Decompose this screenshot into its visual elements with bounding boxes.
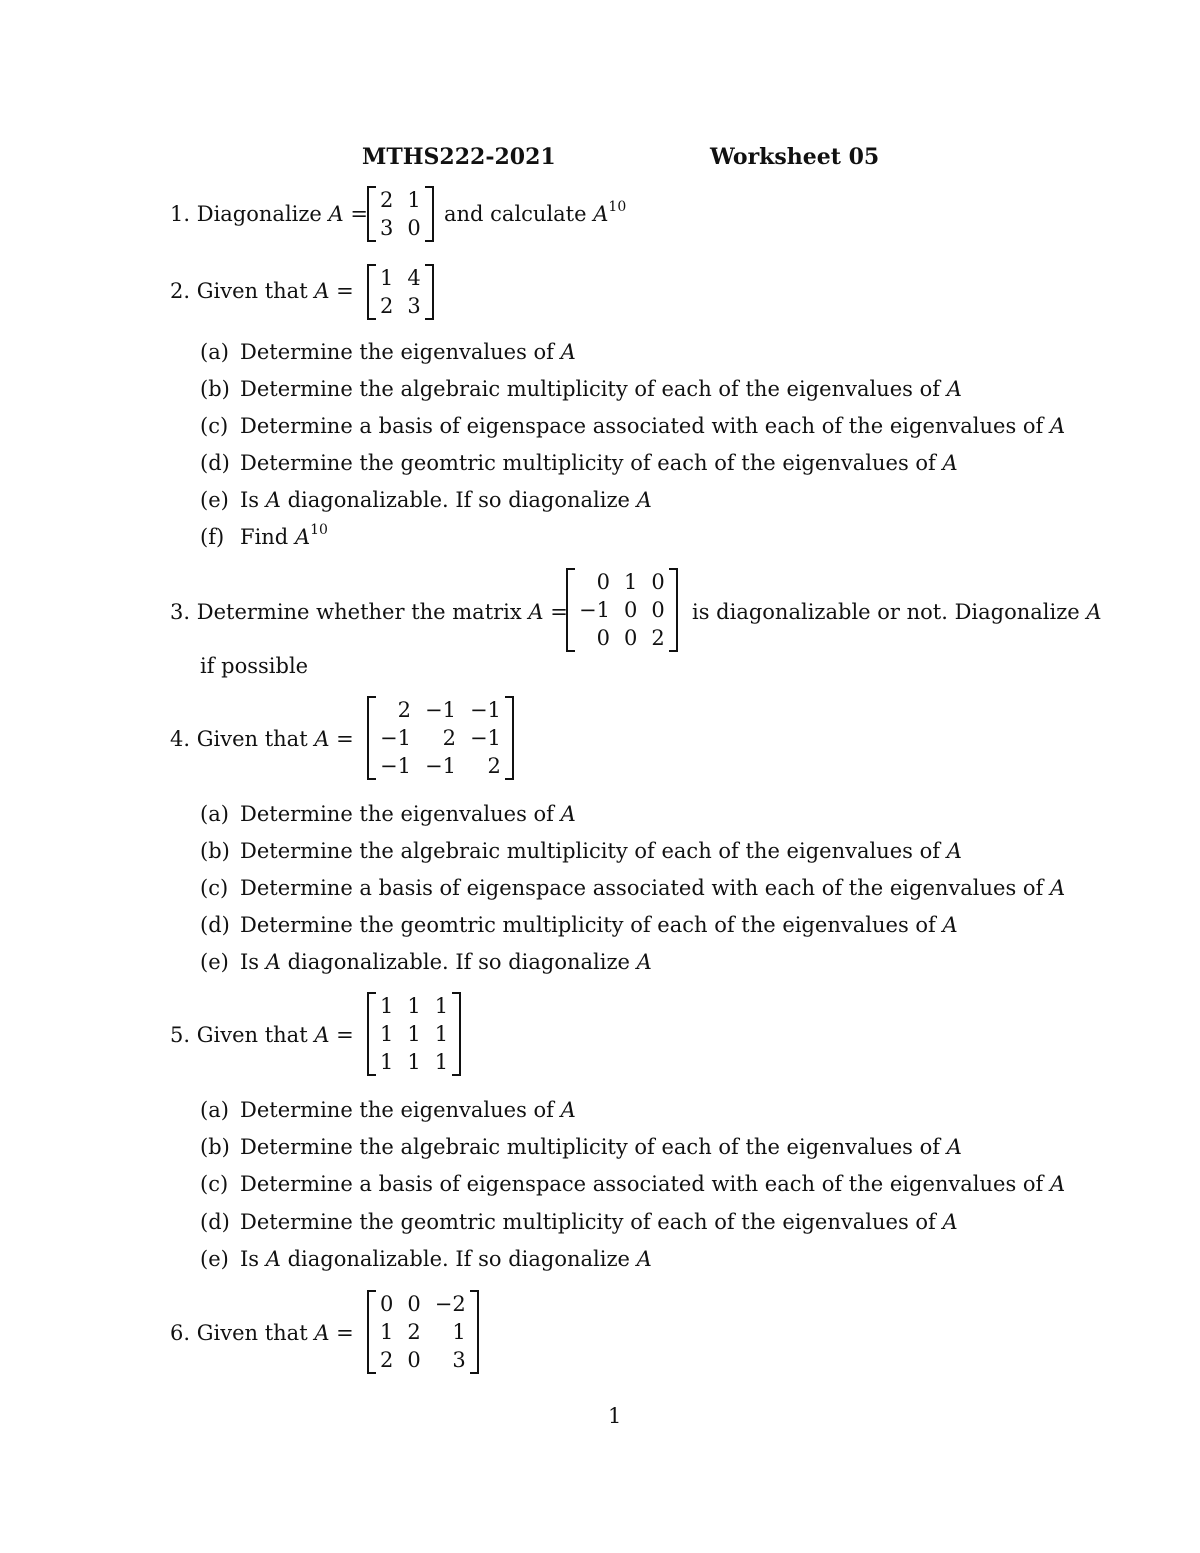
matrix-cell: 2 (380, 188, 394, 212)
question-text: is diagonalizable or not. Diagonalize (692, 600, 1087, 624)
part-label: (a) (200, 802, 229, 826)
matrix-cell: −1 (579, 598, 610, 622)
question-text: Given that (196, 1321, 315, 1345)
part-text: Determine the algebraic multiplicity of each of the eigenvalues of (240, 839, 947, 863)
matrix-q5 (367, 992, 461, 1076)
part-text: diagonalizable. If so diagonalize (280, 488, 637, 512)
part-label: (c) (200, 1172, 229, 1196)
matrix-cell: 2 (651, 626, 665, 650)
q2-part-f (200, 522, 328, 549)
equals-sign: = (343, 202, 368, 226)
matrix-q6 (367, 1290, 479, 1374)
part-text: Is (240, 950, 266, 974)
matrix-cell: 1 (623, 570, 638, 594)
matrix-cell: 2 (442, 726, 456, 750)
question-text: and calculate (444, 202, 594, 226)
question-6 (170, 1321, 354, 1345)
matrix-cell: −1 (380, 726, 411, 750)
matrix-variable: A (265, 488, 281, 512)
part-text: Determine a basis of eigenspace associated with each of the eigenvalues of (240, 414, 1050, 438)
question-number: 6. (170, 1321, 191, 1345)
matrix-cell: −1 (469, 726, 501, 750)
matrix-variable: A (560, 1098, 576, 1122)
part-label: (a) (200, 340, 229, 364)
equals-sign: = (329, 279, 354, 303)
q2-part-a (200, 340, 576, 364)
matrix-variable: A (265, 950, 281, 974)
matrix-cell: 0 (596, 570, 610, 594)
part-label: (e) (200, 1247, 229, 1271)
part-text: Determine the geomtric multiplicity of each of the eigenvalues of (240, 1210, 943, 1234)
matrix-variable: A (1050, 876, 1066, 900)
matrix-variable: A (636, 488, 652, 512)
matrix-cell: 2 (397, 698, 411, 722)
matrix-cell: −1 (424, 698, 456, 722)
worksheet-title: Worksheet 05 (710, 144, 880, 170)
part-label: (d) (200, 913, 230, 937)
matrix-variable: A (636, 950, 652, 974)
matrix-cell: 3 (452, 1348, 466, 1372)
part-text: Find (240, 525, 295, 549)
matrix-variable: A (560, 340, 576, 364)
q5-part-d (200, 1210, 958, 1234)
matrix-cell: 0 (623, 598, 638, 622)
q5-part-e (200, 1247, 652, 1271)
question-number: 1. (170, 202, 191, 226)
matrix-variable: A (946, 839, 962, 863)
matrix-variable: A (328, 202, 344, 226)
question-2 (170, 279, 354, 303)
part-label: (b) (200, 1135, 230, 1159)
q4-part-c (200, 876, 1065, 900)
part-text: Determine a basis of eigenspace associated with each of the eigenvalues of (240, 1172, 1050, 1196)
matrix-cell: 1 (407, 1050, 421, 1074)
matrix-cell: −1 (469, 698, 501, 722)
part-label: (b) (200, 839, 230, 863)
matrix-variable: A (314, 1321, 330, 1345)
question-number: 4. (170, 727, 191, 751)
part-text: diagonalizable. If so diagonalize (280, 950, 637, 974)
matrix-variable: A (946, 377, 962, 401)
matrix-cell: 1 (434, 994, 449, 1018)
q4-part-b (200, 839, 962, 863)
question-number: 3. (170, 600, 191, 624)
exponent: 10 (310, 522, 328, 538)
matrix-cell: 1 (407, 994, 421, 1018)
matrix-cell: 0 (407, 216, 421, 240)
matrix-cell: 0 (651, 570, 665, 594)
matrix-variable: A (314, 1023, 330, 1047)
part-label: (c) (200, 414, 229, 438)
q5-part-a (200, 1098, 576, 1122)
part-label: (a) (200, 1098, 229, 1122)
matrix-q3 (566, 568, 678, 652)
q2-part-d (200, 451, 958, 475)
equals-sign: = (329, 1321, 354, 1345)
matrix-variable: A (528, 600, 544, 624)
question-4 (170, 727, 354, 751)
matrix-cell: 1 (434, 1022, 449, 1046)
matrix-q4 (367, 696, 514, 780)
part-text: diagonalizable. If so diagonalize (280, 1247, 637, 1271)
part-label: (e) (200, 950, 229, 974)
part-label: (d) (200, 1210, 230, 1234)
matrix-cell: −1 (424, 754, 456, 778)
matrix-variable: A (265, 1247, 281, 1271)
part-text: Determine the geomtric multiplicity of each of the eigenvalues of (240, 451, 943, 475)
matrix-cell: 0 (596, 626, 610, 650)
page-number: 1 (608, 1404, 622, 1428)
matrix-cell: 0 (380, 1292, 394, 1316)
part-label: (c) (200, 876, 229, 900)
matrix-cell: 2 (487, 754, 501, 778)
part-label: (e) (200, 488, 229, 512)
matrix-variable: A (1050, 1172, 1066, 1196)
matrix-cell: 1 (380, 1320, 394, 1344)
matrix-cell: −2 (434, 1292, 466, 1316)
question-5 (170, 1023, 354, 1047)
matrix-variable: A (636, 1247, 652, 1271)
matrix-cell: 1 (452, 1320, 466, 1344)
question-text: Given that (196, 1023, 315, 1047)
q4-part-d (200, 913, 958, 937)
matrix-cell: −1 (380, 754, 411, 778)
part-text: Is (240, 1247, 266, 1271)
course-title: MTHS222-2021 (362, 144, 556, 170)
question-1 (170, 202, 368, 226)
matrix-cell: 0 (407, 1348, 421, 1372)
part-text: Determine the algebraic multiplicity of each of the eigenvalues of (240, 1135, 947, 1159)
matrix-cell: 1 (380, 1050, 394, 1074)
q5-part-c (200, 1172, 1065, 1196)
q2-part-b (200, 377, 962, 401)
part-text: Determine the eigenvalues of (240, 1098, 561, 1122)
matrix-cell: 1 (380, 994, 394, 1018)
question-text: Determine whether the matrix (196, 600, 529, 624)
exponent: 10 (608, 199, 627, 215)
matrix-q2 (367, 264, 434, 320)
matrix-cell: 1 (380, 1022, 394, 1046)
part-text: Determine the eigenvalues of (240, 340, 561, 364)
question-3-tail (692, 600, 1102, 624)
matrix-variable: A (946, 1135, 962, 1159)
part-text: Determine the eigenvalues of (240, 802, 561, 826)
matrix-cell: 1 (407, 188, 421, 212)
part-text: Determine a basis of eigenspace associated with each of the eigenvalues of (240, 876, 1050, 900)
q2-part-e (200, 488, 652, 512)
matrix-cell: 3 (380, 216, 394, 240)
q4-part-a (200, 802, 576, 826)
matrix-cell: 2 (407, 1320, 421, 1344)
matrix-cell: 1 (380, 266, 394, 290)
part-label: (f) (200, 525, 225, 549)
matrix-variable: A (314, 279, 330, 303)
matrix-cell: 2 (380, 1348, 394, 1372)
matrix-variable: A (942, 1210, 958, 1234)
question-number: 2. (170, 279, 191, 303)
matrix-cell: 0 (651, 598, 665, 622)
part-text: Determine the algebraic multiplicity of each of the eigenvalues of (240, 377, 947, 401)
matrix-variable: A (560, 802, 576, 826)
equals-sign: = (329, 727, 354, 751)
matrix-variable: A (593, 202, 609, 226)
q5-part-b (200, 1135, 962, 1159)
matrix-cell: 0 (623, 626, 638, 650)
matrix-variable: A (942, 451, 958, 475)
matrix-cell: 2 (380, 294, 394, 318)
matrix-cell: 0 (407, 1292, 421, 1316)
matrix-variable: A (294, 525, 311, 549)
question-3-continuation: if possible (200, 654, 309, 678)
matrix-variable: A (1050, 414, 1066, 438)
question-1-tail (444, 199, 627, 226)
part-text: Determine the geomtric multiplicity of each of the eigenvalues of (240, 913, 943, 937)
question-text: Diagonalize (196, 202, 329, 226)
matrix-cell: 3 (407, 294, 421, 318)
question-number: 5. (170, 1023, 191, 1047)
matrix-cell: 1 (434, 1050, 449, 1074)
question-text: Given that (196, 279, 315, 303)
q4-part-e (200, 950, 652, 974)
matrix-q1 (367, 186, 434, 242)
matrix-cell: 4 (407, 266, 421, 290)
equals-sign: = (329, 1023, 354, 1047)
question-text: Given that (196, 727, 315, 751)
part-label: (b) (200, 377, 230, 401)
matrix-cell: 1 (407, 1022, 421, 1046)
q2-part-c (200, 414, 1065, 438)
matrix-variable: A (1086, 600, 1102, 624)
equals-sign: = (543, 600, 568, 624)
matrix-variable: A (942, 913, 958, 937)
question-3 (170, 600, 568, 624)
part-label: (d) (200, 451, 230, 475)
part-text: Is (240, 488, 266, 512)
matrix-variable: A (314, 727, 330, 751)
